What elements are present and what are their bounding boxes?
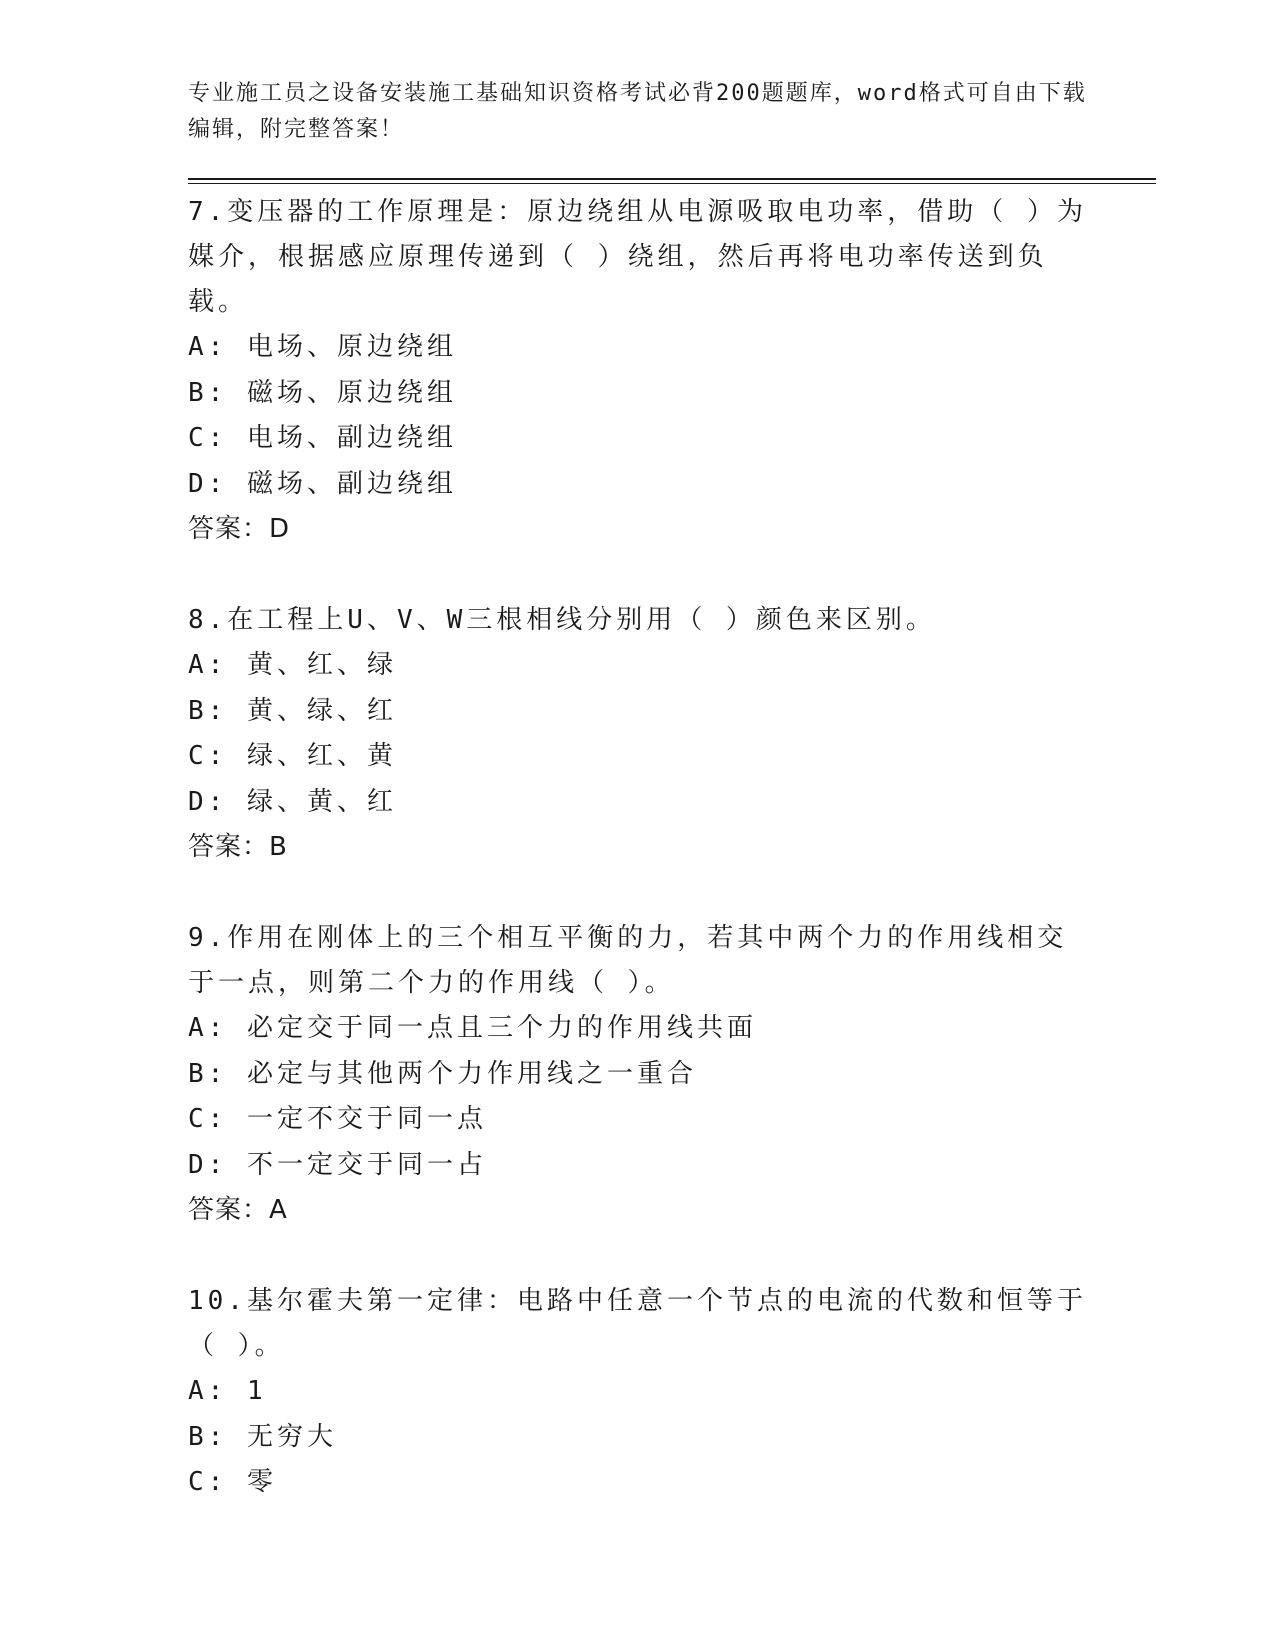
option-c: C: 绿、红、黄 — [188, 741, 397, 771]
answer-text: 答案：A — [188, 1195, 288, 1225]
question-list — [188, 190, 1088, 1552]
option-d: D: 磁场、副边绕组 — [188, 468, 457, 499]
header-divider-thick — [188, 178, 1156, 180]
option-a: A: 必定交于同一点且三个力的作用线共面 — [188, 1013, 757, 1043]
option-d: D: 不一定交于同一占 — [188, 1149, 487, 1180]
option-b: B: 无穷大 — [188, 1421, 337, 1452]
document-header: 专业施工员之设备安装施工基础知识资格考试必背200题题库，word格式可自由下载编辑，附完整答案！ — [188, 81, 1087, 142]
option-a: A: 电场、原边绕组 — [188, 332, 457, 362]
question-block — [188, 598, 1088, 870]
option-c: C: 一定不交于同一点 — [188, 1104, 487, 1134]
question-text: 7.变压器的工作原理是：原边绕组从电源吸取电功率，借助（ ）为媒介，根据感应原理传递到（ ）绕组，然后再将电功率传送到负载。 — [188, 197, 1087, 317]
answer-text: 答案：B — [188, 832, 288, 862]
question-block — [188, 190, 1088, 552]
option-c: C: 电场、副边绕组 — [188, 423, 457, 453]
option-b: B: 必定与其他两个力作用线之一重合 — [188, 1058, 697, 1089]
question-text: 9.作用在刚体上的三个相互平衡的力，若其中两个力的作用线相交于一点，则第二个力的作用线（ ）。 — [188, 923, 1068, 998]
question-block — [188, 916, 1088, 1233]
option-a: A: 黄、红、绿 — [188, 650, 397, 680]
option-b: B: 黄、绿、红 — [188, 695, 397, 726]
question-text: 8.在工程上U、V、W三根相线分别用（ ）颜色来区别。 — [188, 605, 936, 635]
header-divider-thin — [188, 183, 1156, 184]
question-text: 10.基尔霍夫第一定律：电路中任意一个节点的电流的代数和恒等于（ ）。 — [188, 1286, 1087, 1361]
option-b: B: 磁场、原边绕组 — [188, 377, 457, 408]
option-d: D: 绿、黄、红 — [188, 786, 397, 817]
question-block — [188, 1279, 1088, 1506]
option-a: A: 1 — [188, 1376, 267, 1406]
option-c: C: 零 — [188, 1467, 277, 1497]
answer-text: 答案：D — [188, 514, 291, 544]
